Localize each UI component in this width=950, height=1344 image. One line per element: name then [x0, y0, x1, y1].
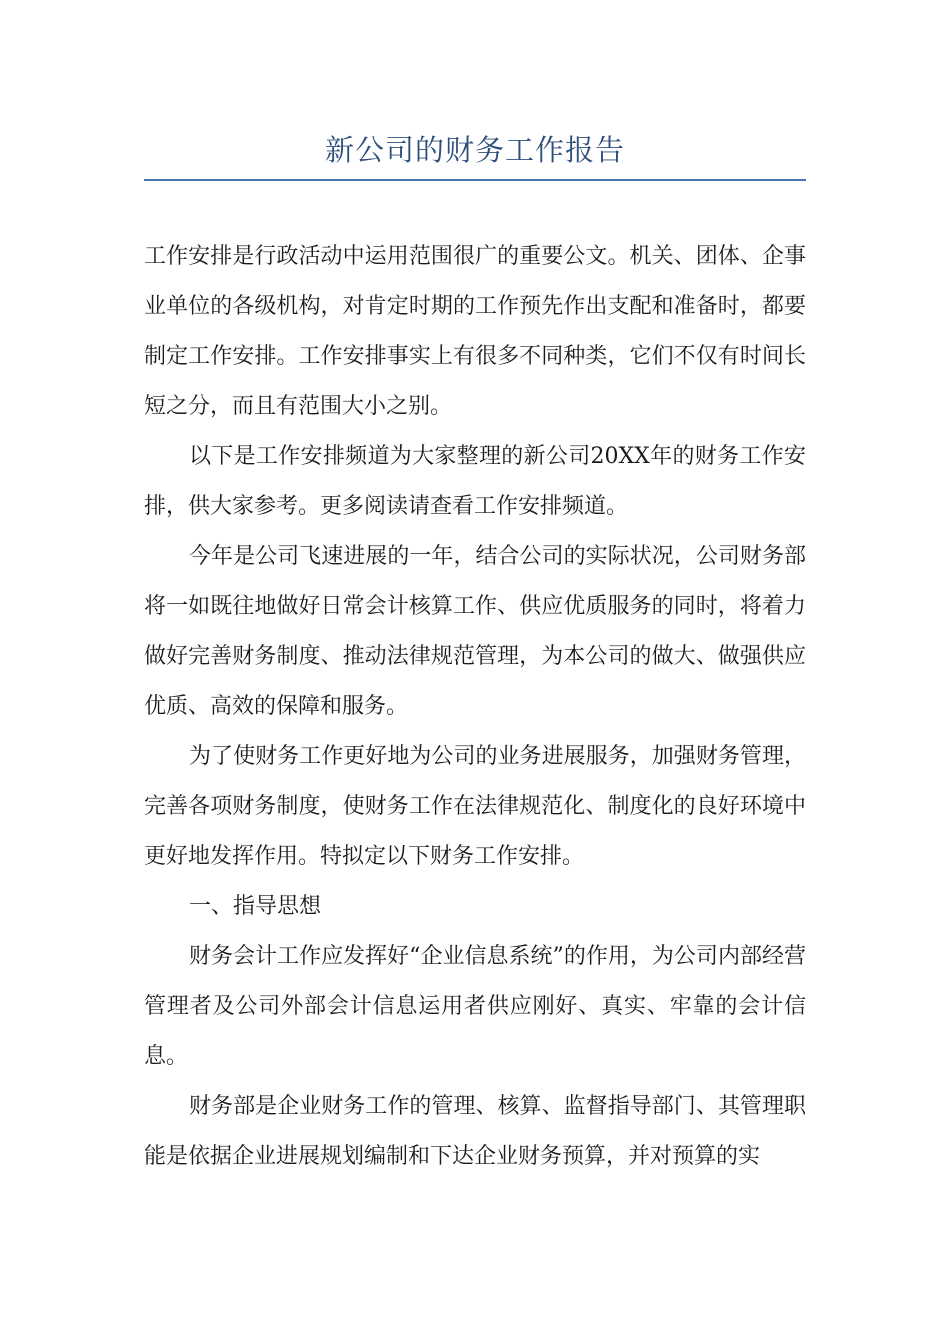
- paragraph-accounting-role: 财务会计工作应发挥好“企业信息系统”的作用，为公司内部经营管理者及公司外部会计信息运用者供应刚好、真实、牢靠的会计信息。: [144, 944, 806, 1069]
- section-heading-guiding-thought: 一、指导思想: [189, 894, 322, 919]
- title-underline: [144, 179, 806, 181]
- document-title: 新公司的财务工作报告: [324, 133, 625, 167]
- paragraph-finance-department: 财务部是企业财务工作的管理、核算、监督指导部门、其管理职能是依据企业进展规划编制和下达企业财务预算，并对预算的实: [144, 1094, 806, 1169]
- paragraph-purpose: 为了使财务工作更好地为公司的业务进展服务，加强财务管理，完善各项财务制度，使财务工作在法律规范化、制度化的良好环境中更好地发挥作用。特拟定以下财务工作安排。: [144, 744, 806, 869]
- paragraph-overview: 今年是公司飞速进展的一年，结合公司的实际状况，公司财务部将一如既往地做好日常会计核算工作、供应优质服务的同时，将着力做好完善财务制度、推动法律规范管理，为本公司的做大、做强供应优质、高效的保障和服务。: [144, 544, 806, 719]
- paragraph-reference: 以下是工作安排频道为大家整理的新公司20XX年的财务工作安排，供大家参考。更多阅读请查看工作安排频道。: [144, 444, 806, 519]
- paragraph-intro: 工作安排是行政活动中运用范围很广的重要公文。机关、团体、企事业单位的各级机构，对肯定时期的工作预先作出支配和准备时，都要制定工作安排。工作安排事实上有很多不同种类，它们不仅有时间长短之分，而且有范围大小之别。: [144, 244, 806, 419]
- document-body: [144, 232, 806, 1182]
